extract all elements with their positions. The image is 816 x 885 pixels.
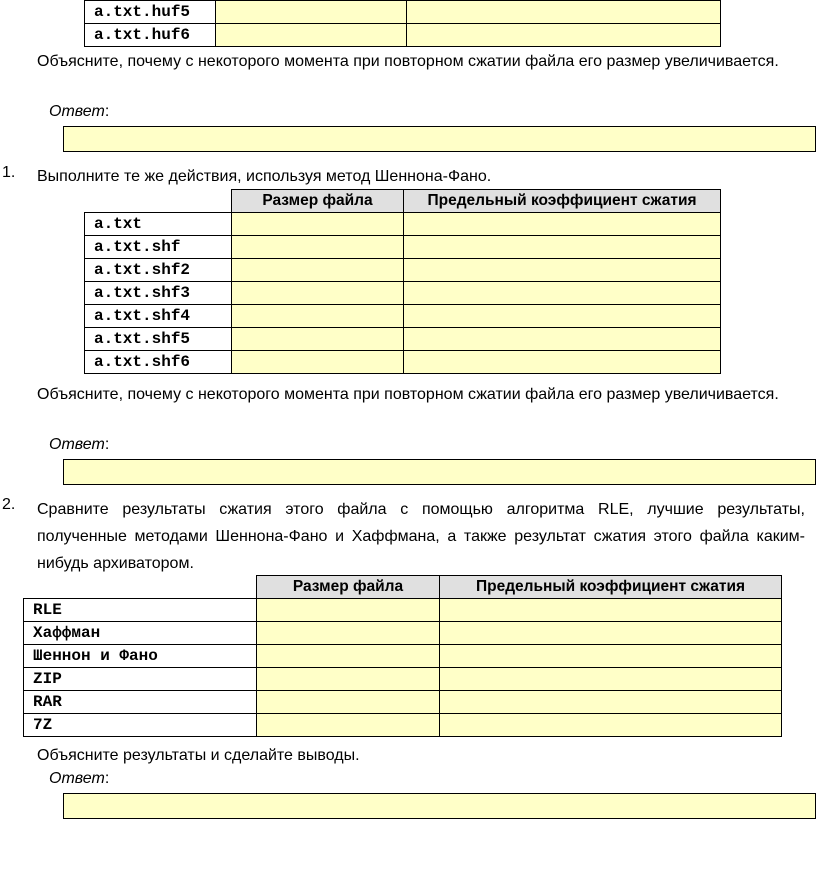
table-row xyxy=(85,351,721,374)
comparison-table xyxy=(23,575,782,737)
file-size-cell[interactable] xyxy=(232,328,404,351)
table-row xyxy=(85,328,721,351)
file-size-cell[interactable] xyxy=(216,1,407,24)
ratio-cell[interactable] xyxy=(404,282,721,305)
ratio-cell[interactable] xyxy=(404,351,721,374)
row-label: a.txt.shf5 xyxy=(85,328,232,351)
task-number: 2. xyxy=(2,496,16,513)
file-size-cell[interactable] xyxy=(232,213,404,236)
row-label: a.txt xyxy=(85,213,232,236)
file-size-cell[interactable] xyxy=(257,714,440,737)
table-row xyxy=(24,714,782,737)
column-header: Размер файла xyxy=(257,576,440,599)
row-label: a.txt.shf3 xyxy=(85,282,232,305)
table-row xyxy=(85,1,721,24)
task-number: 1. xyxy=(2,164,16,181)
table-row xyxy=(85,259,721,282)
table-header-row xyxy=(24,576,782,599)
row-label: 7Z xyxy=(24,714,257,737)
answer-label: Ответ: xyxy=(49,103,110,120)
row-label: ZIP xyxy=(24,668,257,691)
ratio-cell[interactable] xyxy=(440,714,782,737)
file-size-cell[interactable] xyxy=(232,305,404,328)
column-header: Предельный коэффициент сжатия xyxy=(440,576,782,599)
ratio-cell[interactable] xyxy=(404,259,721,282)
row-label: a.txt.shf4 xyxy=(85,305,232,328)
table-row xyxy=(85,213,721,236)
answer-field[interactable] xyxy=(63,126,816,152)
file-size-cell[interactable] xyxy=(232,351,404,374)
shannon-fano-table xyxy=(84,189,721,374)
ratio-cell[interactable] xyxy=(440,599,782,622)
row-label: Хаффман xyxy=(24,622,257,645)
ratio-cell[interactable] xyxy=(440,691,782,714)
table-row xyxy=(24,622,782,645)
row-label: RLE xyxy=(24,599,257,622)
conclusion-text: Объясните результаты и сделайте выводы. xyxy=(37,747,360,764)
row-label: Шеннон и Фано xyxy=(24,645,257,668)
table-row xyxy=(85,24,721,47)
row-label: a.txt.huf6 xyxy=(85,24,216,47)
file-size-cell[interactable] xyxy=(216,24,407,47)
ratio-cell[interactable] xyxy=(440,645,782,668)
ratio-cell[interactable] xyxy=(404,236,721,259)
column-header: Размер файла xyxy=(232,190,404,213)
table-row xyxy=(85,236,721,259)
top-table xyxy=(84,0,721,47)
ratio-cell[interactable] xyxy=(404,305,721,328)
explain-paragraph: Объясните, почему с некоторого момента при повторном сжатии файла его размер увеличивается. xyxy=(37,386,779,403)
file-size-cell[interactable] xyxy=(232,259,404,282)
ratio-cell[interactable] xyxy=(440,622,782,645)
file-size-cell[interactable] xyxy=(257,599,440,622)
file-size-cell[interactable] xyxy=(257,622,440,645)
ratio-cell[interactable] xyxy=(404,213,721,236)
file-size-cell[interactable] xyxy=(232,282,404,305)
row-label: a.txt.shf xyxy=(85,236,232,259)
column-header: Предельный коэффициент сжатия xyxy=(404,190,721,213)
ratio-cell[interactable] xyxy=(440,668,782,691)
row-label: a.txt.shf6 xyxy=(85,351,232,374)
row-label: a.txt.huf5 xyxy=(85,1,216,24)
answer-label: Ответ: xyxy=(49,770,110,787)
task1-text: Выполните те же действия, используя метод Шеннона-Фано. xyxy=(37,168,492,185)
ratio-cell[interactable] xyxy=(407,1,721,24)
file-size-cell[interactable] xyxy=(257,668,440,691)
table-row xyxy=(24,691,782,714)
table-row xyxy=(24,599,782,622)
task2-text: Сравните результаты сжатия этого файла с помощью алгоритма RLE, лучшие результаты, полученные методами Шеннона-Фано и Хаффмана, а также результат сжатия этого файла каким-нибудь архиватором. xyxy=(37,501,805,572)
ratio-cell[interactable] xyxy=(404,328,721,351)
table-row xyxy=(24,668,782,691)
file-size-cell[interactable] xyxy=(257,645,440,668)
file-size-cell[interactable] xyxy=(232,236,404,259)
row-label: RAR xyxy=(24,691,257,714)
file-size-cell[interactable] xyxy=(257,691,440,714)
ratio-cell[interactable] xyxy=(407,24,721,47)
answer-label: Ответ: xyxy=(49,436,110,453)
answer-field[interactable] xyxy=(63,459,816,485)
table-row xyxy=(85,305,721,328)
table-row xyxy=(85,282,721,305)
table-header-row xyxy=(85,190,721,213)
row-label: a.txt.shf2 xyxy=(85,259,232,282)
table-row xyxy=(24,645,782,668)
answer-field[interactable] xyxy=(63,793,816,819)
explain-paragraph: Объясните, почему с некоторого момента при повторном сжатии файла его размер увеличивается. xyxy=(37,53,779,70)
